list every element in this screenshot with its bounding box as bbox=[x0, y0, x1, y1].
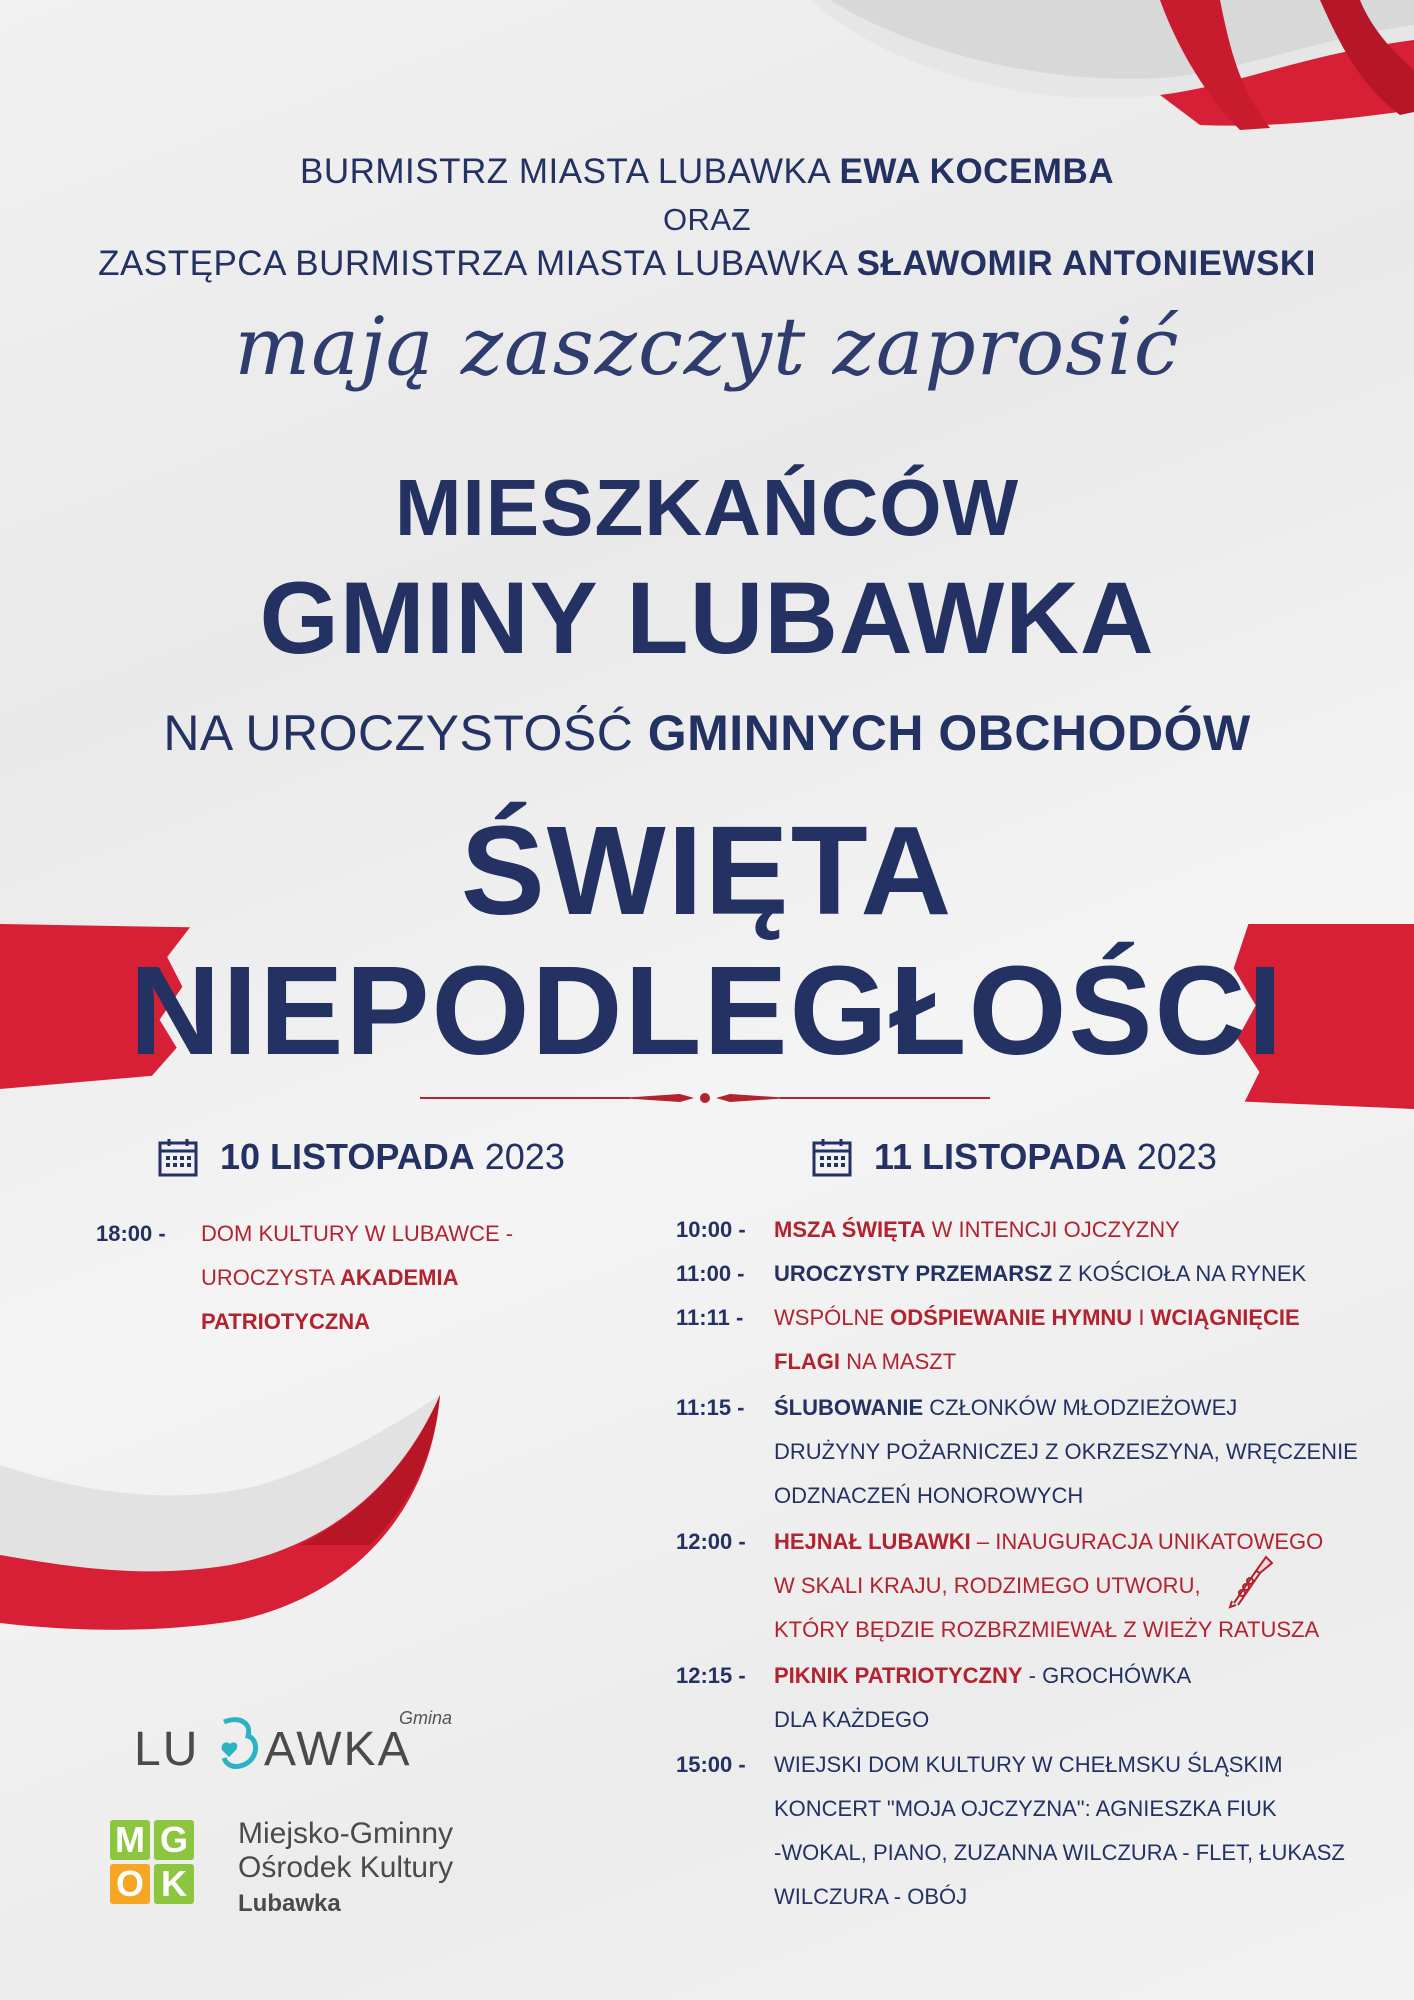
event-line: KTÓRY BĘDZIE ROZBRZMIEWAŁ Z WIEŻY RATUSZA bbox=[774, 1617, 1320, 1642]
header-conjunction: ORAZ bbox=[662, 202, 752, 237]
event-bold: ODŚPIEWANIE HYMNU bbox=[890, 1305, 1133, 1330]
flag-ribbon-bottom-left bbox=[0, 1395, 440, 1635]
event-bold: AKADEMIA bbox=[339, 1265, 459, 1290]
logo-gmina-label: Gmina bbox=[399, 1708, 453, 1728]
holiday-title-2: NIEPODLEGŁOŚCI bbox=[129, 940, 1285, 1081]
day2-event-3 bbox=[676, 1296, 1300, 1384]
event-time: 12:15 - bbox=[676, 1663, 746, 1688]
event-text: NA MASZT bbox=[846, 1349, 957, 1374]
day1-year: 2023 bbox=[484, 1136, 565, 1177]
gmina-lubawka-logo bbox=[134, 1704, 474, 1774]
mayor-title: BURMISTRZ MIASTA LUBAWKA bbox=[299, 152, 830, 191]
event-line: DLA KAŻDEGO bbox=[774, 1707, 930, 1732]
event-text: Z KOŚCIOŁA NA RYNEK bbox=[1058, 1261, 1307, 1286]
event-bold: ŚLUBOWANIE bbox=[774, 1395, 924, 1420]
title-commune: GMINY LUBAWKA bbox=[259, 561, 1155, 675]
header-line-3 bbox=[0, 244, 1414, 284]
event-time: 12:00 - bbox=[676, 1529, 746, 1554]
day1-date-header bbox=[158, 1136, 565, 1178]
event-text: - GROCHÓWKA bbox=[1028, 1663, 1192, 1688]
day2-date-header bbox=[812, 1136, 1217, 1178]
event-bold: PATRIOTYCZNA bbox=[201, 1309, 371, 1334]
event-time: 11:11 - bbox=[676, 1305, 744, 1330]
mgok-line-3: Lubawka bbox=[238, 1890, 341, 1917]
day2-event-2 bbox=[676, 1252, 1306, 1296]
event-line: WILCZURA - OBÓJ bbox=[774, 1884, 968, 1909]
mgok-tile-m: M bbox=[110, 1820, 150, 1860]
mayor-name: EWA KOCEMBA bbox=[839, 152, 1114, 191]
mgok-tile-k: K bbox=[154, 1864, 194, 1904]
event-bold: HEJNAŁ LUBAWKI bbox=[774, 1529, 971, 1554]
event-line: -WOKAL, PIANO, ZUZANNA WILCZURA - FLET, ŁUKASZ bbox=[774, 1840, 1345, 1865]
logo-text-b: AWKA bbox=[264, 1723, 412, 1776]
event-time: 11:00 - bbox=[676, 1261, 745, 1286]
header-line-1 bbox=[0, 152, 1414, 192]
event-bold: UROCZYSTY PRZEMARSZ bbox=[774, 1261, 1053, 1286]
holiday-title-1: ŚWIĘTA bbox=[460, 800, 954, 941]
event-line: DOM KULTURY W LUBAWCE - bbox=[201, 1221, 514, 1246]
event-line: ODZNACZEŃ HONOROWYCH bbox=[774, 1483, 1084, 1508]
event-text: – INAUGURACJA UNIKATOWEGO bbox=[976, 1529, 1324, 1554]
event-line: KONCERT "MOJA OJCZYZNA": AGNIESZKA FIUK bbox=[774, 1796, 1277, 1821]
day2-event-6 bbox=[676, 1654, 1191, 1742]
event-text: UROCZYSTA bbox=[201, 1265, 334, 1290]
event-line: WIEJSKI DOM KULTURY W CHEŁMSKU ŚLĄSKIM bbox=[774, 1752, 1283, 1777]
subtitle-bold: GMINNYCH OBCHODÓW bbox=[647, 705, 1251, 761]
event-time: 11:15 - bbox=[676, 1395, 745, 1420]
event-line: W SKALI KRAJU, RODZIMEGO UTWORU, bbox=[774, 1573, 1201, 1598]
event-time: 15:00 - bbox=[676, 1752, 746, 1777]
event-text: I bbox=[1138, 1305, 1145, 1330]
event-text: W INTENCJI OJCZYZNY bbox=[931, 1217, 1180, 1242]
event-bold: PIKNIK PATRIOTYCZNY bbox=[774, 1663, 1023, 1688]
mgok-tile-g: G bbox=[154, 1820, 194, 1860]
day2-event-1 bbox=[676, 1208, 1180, 1252]
event-time: 10:00 - bbox=[676, 1217, 746, 1242]
subtitle-prefix: NA UROCZYSTOŚĆ bbox=[163, 705, 634, 761]
day1-event bbox=[96, 1212, 513, 1344]
subtitle-line bbox=[0, 704, 1414, 762]
ornament-divider bbox=[420, 1088, 990, 1108]
logo-text-a: LU bbox=[134, 1723, 200, 1776]
mgok-tile-o: O bbox=[110, 1864, 150, 1904]
event-bold: WCIĄGNIĘCIE bbox=[1150, 1305, 1300, 1330]
event-bold: FLAGI bbox=[774, 1349, 840, 1374]
day2-date: 11 LISTOPADA bbox=[874, 1136, 1127, 1177]
day2-event-7 bbox=[676, 1743, 1345, 1919]
invite-script-text: mają zaszczyt zaprosić bbox=[234, 300, 1180, 393]
event-line: DRUŻYNY POŻARNICZEJ Z OKRZESZYNA, WRĘCZENIE bbox=[774, 1439, 1358, 1464]
deputy-title: ZASTĘPCA BURMISTRZA MIASTA LUBAWKA bbox=[98, 244, 847, 283]
trumpet-icon bbox=[1226, 1553, 1274, 1609]
mgok-line-2: Ośrodek Kultury bbox=[238, 1851, 454, 1884]
event-text: CZŁONKÓW MŁODZIEŻOWEJ bbox=[929, 1395, 1238, 1420]
heart-b-icon bbox=[218, 1714, 262, 1774]
event-text: WSPÓLNE bbox=[774, 1305, 885, 1330]
day2-event-4 bbox=[676, 1386, 1358, 1518]
day1-date: 10 LISTOPADA bbox=[220, 1136, 475, 1177]
title-residents: MIESZKAŃCÓW bbox=[394, 463, 1020, 552]
mgok-line-1: Miejsko-Gminny bbox=[238, 1817, 454, 1850]
deputy-name: SŁAWOMIR ANTONIEWSKI bbox=[856, 244, 1316, 283]
calendar-icon bbox=[158, 1137, 198, 1177]
flag-ribbon-top-right bbox=[800, 0, 1414, 140]
event-bold: MSZA ŚWIĘTA bbox=[774, 1217, 926, 1242]
event-time: 18:00 - bbox=[96, 1221, 166, 1246]
day2-year: 2023 bbox=[1136, 1136, 1217, 1177]
calendar-icon bbox=[812, 1137, 852, 1177]
mgok-logo bbox=[110, 1818, 510, 1938]
